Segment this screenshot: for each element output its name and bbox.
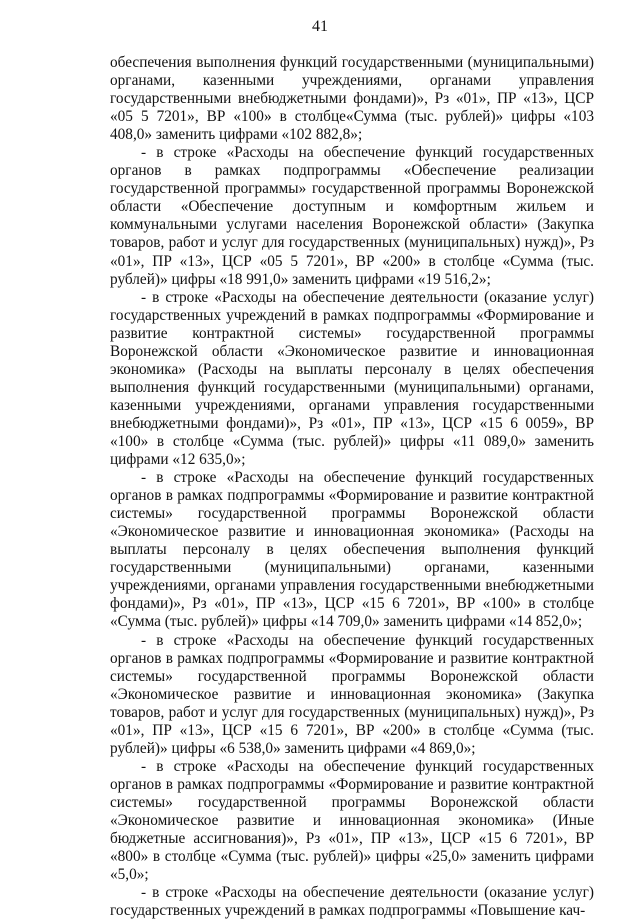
paragraph-amendment-2: - в строке «Расходы на обеспечение деятельности (оказание услуг) государственных учреждений в рамках подпрограммы «Формирование и развитие контрактной системы» государственной программы Воронежской области «Экономическое развитие и инновационная экономика» (Расходы на выплаты персоналу в целях обеспечения выполнения функций государственными (муниципальными) органами, казенными учреждениями, органами управления государственными внебюджетными фондами)», Рз «01», ПР «13», ЦСР «15 6 0059», ВР «100» в столбце «Сумма (тыс. рублей)» цифры «11 089,0» заменить цифрами «12 635,0»; — [110, 288, 594, 469]
paragraph-amendment-1: - в строке «Расходы на обеспечение функций государственных органов в рамках подпрограммы «Обеспечение реализации государственной программы» государственной программы Воронежской области «Обеспечение доступным и комфортным жильем и коммунальными услугами населения Воронежской области» (Закупка товаров, работ и услуг для государственных (муниципальных) нужд)», Рз «01», ПР «13», ЦСР «05 5 7201», ВР «200» в столбце «Сумма (тыс. рублей)» цифры «18 991,0» заменить цифрами «19 516,2»; — [110, 144, 594, 288]
paragraph-amendment-4: - в строке «Расходы на обеспечение функций государственных органов в рамках подпрограммы «Формирование и развитие контрактной системы» государственной программы Воронежской области «Экономическое развитие и инновационная экономика» (Закупка товаров, работ и услуг для государственных (муниципальных) нужд)», Рз «01», ПР «13», ЦСР «15 6 7201», ВР «200» в столбце «Сумма (тыс. рублей)» цифры «6 538,0» заменить цифрами «4 869,0»; — [110, 631, 594, 757]
paragraph-amendment-5: - в строке «Расходы на обеспечение функций государственных органов в рамках подпрограммы «Формирование и развитие контрактной системы» государственной программы Воронежской области «Экономическое развитие и инновационная экономика» (Иные бюджетные ассигнования)», Рз «01», ПР «13», ЦСР «15 6 7201», ВР «800» в столбце «Сумма (тыс. рублей)» цифры «25,0» заменить цифрами «5,0»; — [110, 757, 594, 884]
page-number: 41 — [312, 18, 328, 35]
paragraph-continuation: обеспечения выполнения функций государственными (муниципальными) органами, казенными учреждениями, органами управления государственными внебюджетными фондами)», Рз «01», ПР «13», ЦСР «05 5 7201», ВР «100» в столбце«Сумма (тыс. рублей)» цифры «103 408,0» заменить цифрами «102 882,8»; — [110, 54, 594, 144]
paragraph-amendment-6: - в строке «Расходы на обеспечение деятельности (оказание услуг) государственных учреждений в рамках подпрограммы «Повышение кач- — [110, 884, 594, 920]
document-body — [110, 54, 594, 920]
paragraph-amendment-3: - в строке «Расходы на обеспечение функций государственных органов в рамках подпрограммы «Формирование и развитие контрактной системы» государственной программы Воронежской области «Экономическое развитие и инновационная экономика» (Расходы на выплаты персоналу в целях обеспечения выполнения функций государственными (муниципальными) органами, казенными учреждениями, органами управления государственными внебюджетными фондами)», Рз «01», ПР «13», ЦСР «15 6 7201», ВР «100» в столбце «Сумма (тыс. рублей)» цифры «14 709,0» заменить цифрами «14 852,0»; — [110, 469, 594, 631]
